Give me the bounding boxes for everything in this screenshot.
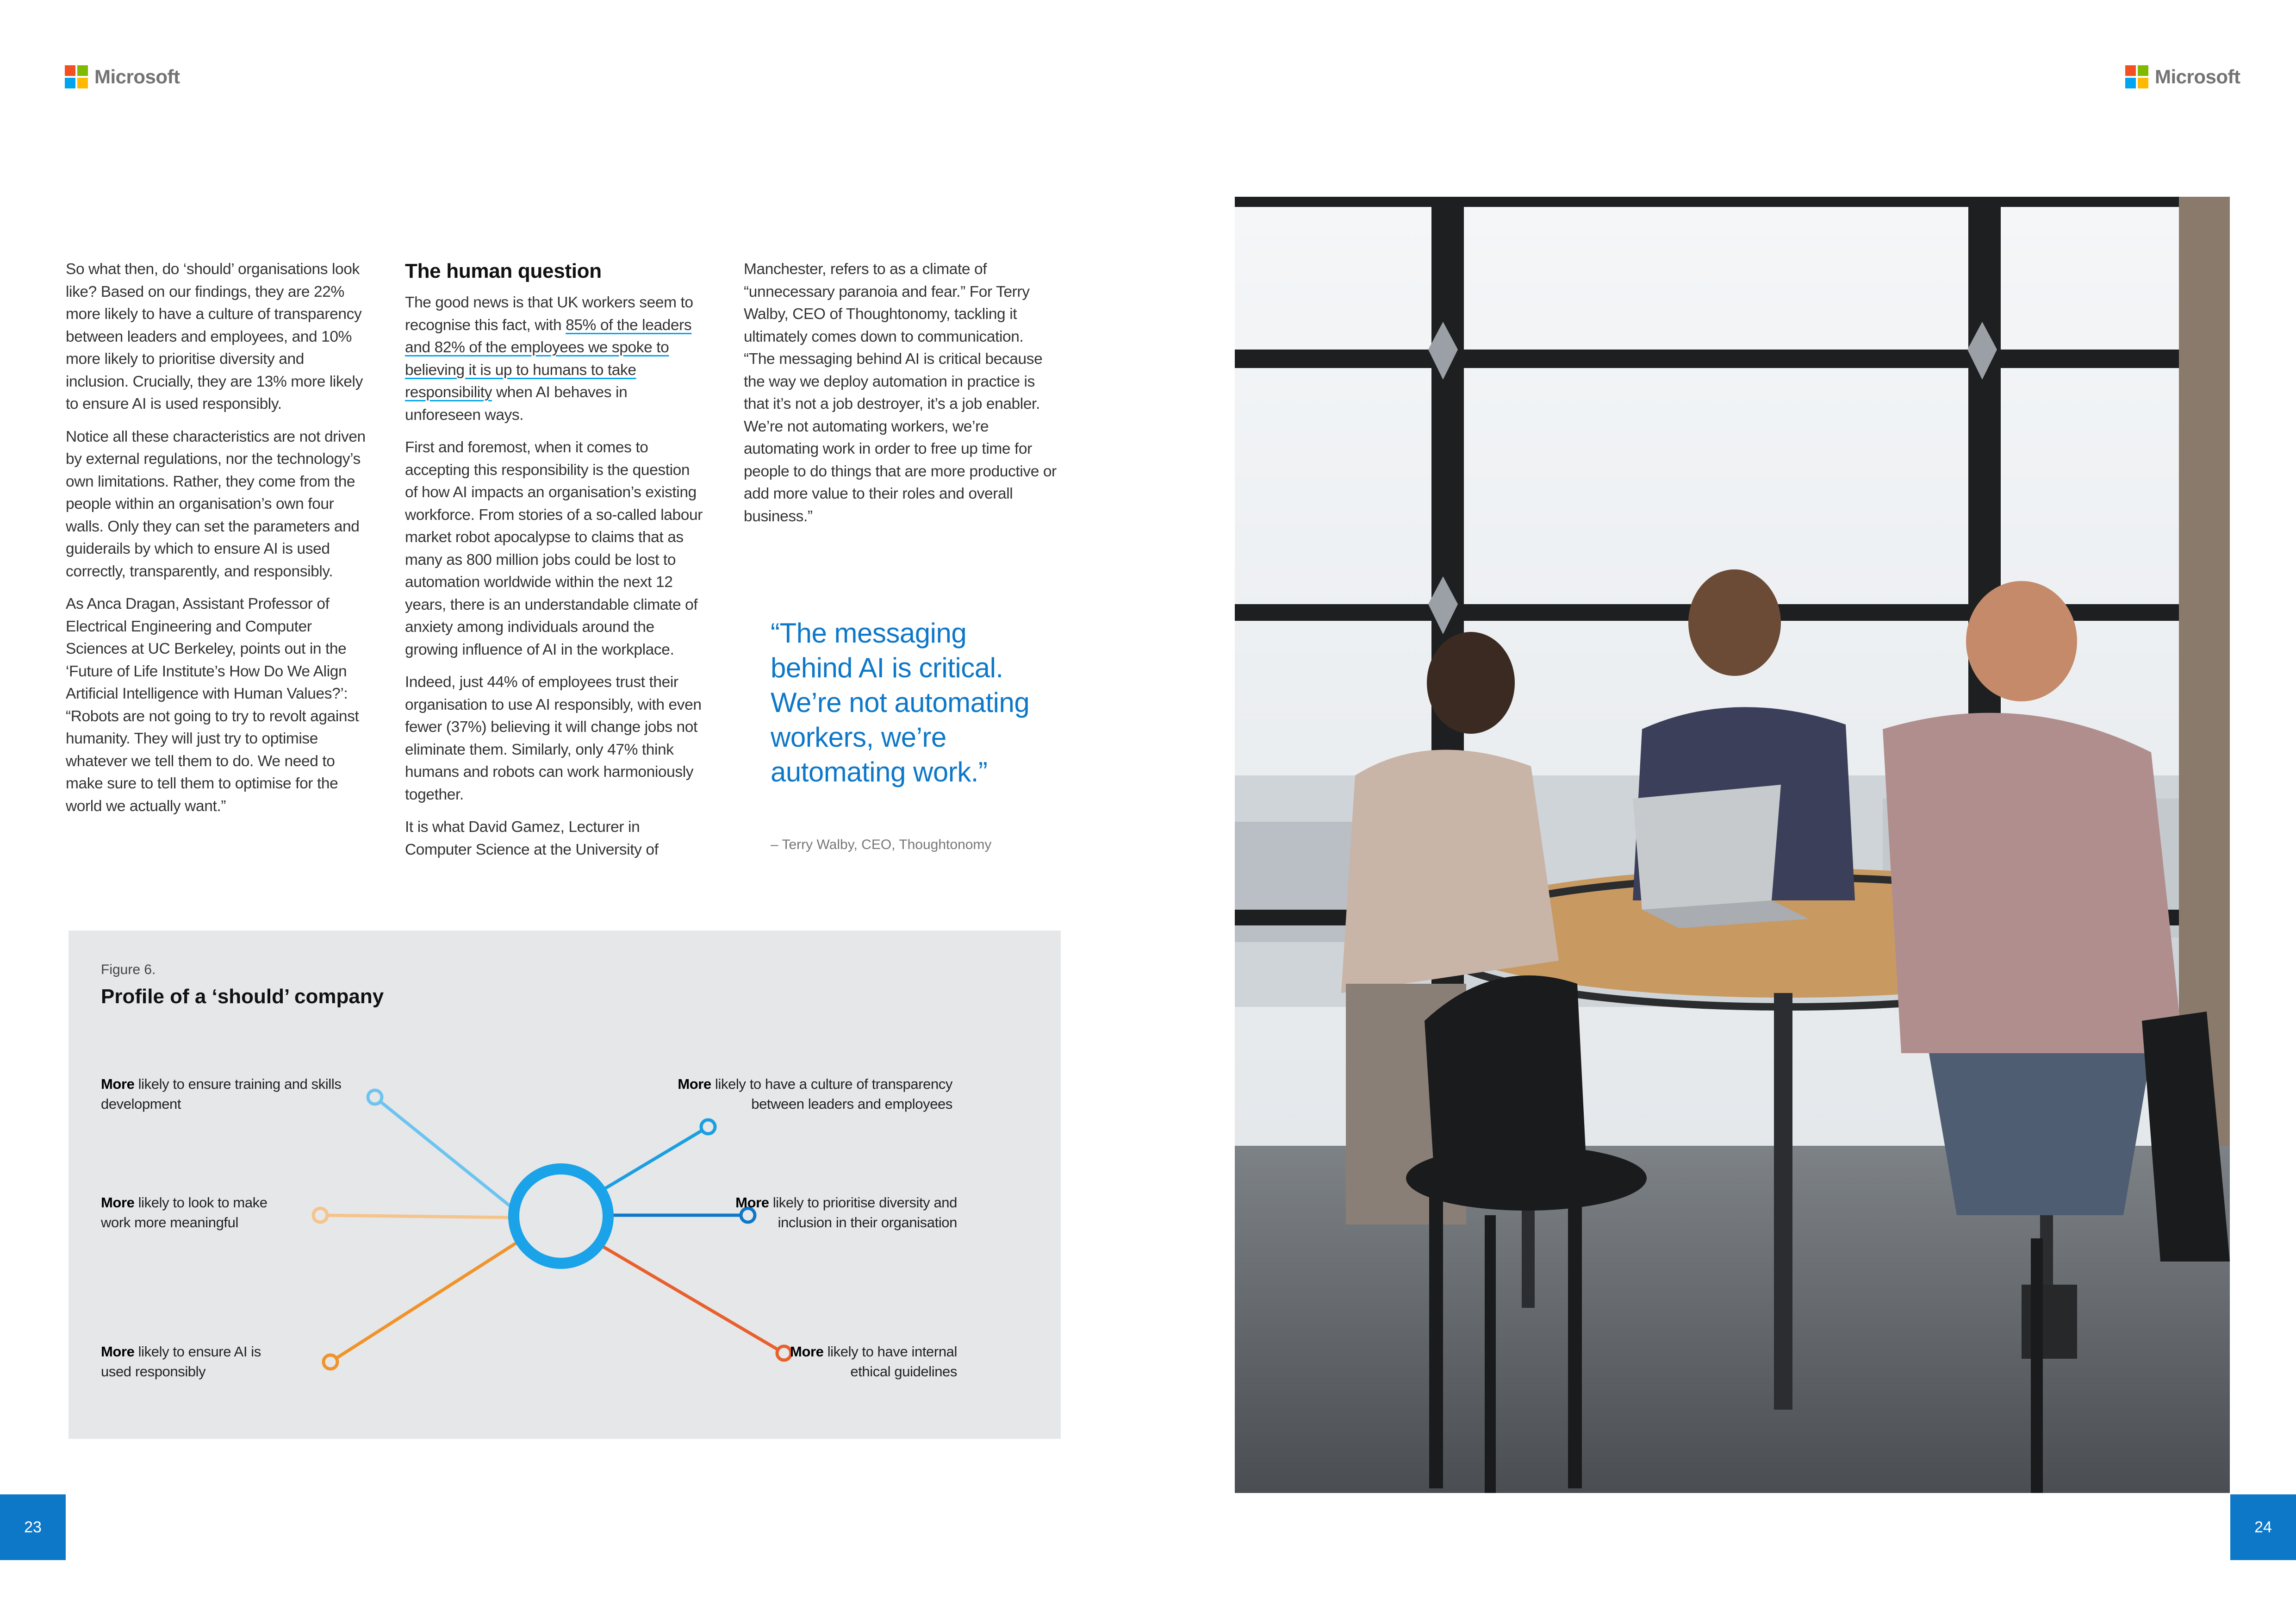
microsoft-logo-icon — [2125, 65, 2148, 88]
text-column-2 — [405, 258, 706, 871]
paragraph: The good news is that UK workers seem to recognise this fact, with 85% of the leaders and 82% of the employees we spoke to believing it is up to humans to take responsibility when AI behaves in unforeseen ways. — [405, 294, 693, 424]
paragraph: Manchester, refers to as a climate of “unnecessary paranoia and fear.” For Terry Walby, CEO of Thoughtonomy, tackling it ultimately comes down to communication. “The messaging behind AI is critical because the way we deploy automation in practice is that it’s not a job destroyer, it’s a job enabler. We’re not automating workers, we’re automating work in order to free up time for people to do things that are more productive or add more value to their roles and overall business.” — [744, 261, 1057, 525]
spoke-training — [375, 1097, 513, 1208]
microsoft-logo-right — [2125, 65, 2240, 89]
spoke-meaningful — [320, 1215, 513, 1218]
logo-wordmark: Microsoft — [2155, 66, 2240, 87]
page-number-right: 24 — [2230, 1494, 2296, 1560]
figure-kicker: Figure 6. — [101, 962, 156, 977]
spoke-ethics — [601, 1245, 784, 1353]
figure-label-training: More likely to ensure training and skills development — [101, 1076, 342, 1112]
figure-label-transparency: More likely to have a culture of transparency between leaders and employees — [678, 1076, 952, 1112]
paragraph: So what then, do ‘should’ organisations look like? Based on our findings, they are 22% more likely to have a culture of transparency between leaders and employees, and 10% more likely to prioritise diversity and inclusion. Crucially, they are 13% more likely to ensure AI is used responsibly. — [66, 261, 363, 412]
paragraph: Indeed, just 44% of employees trust their organisation to use AI responsibly, with even fewer (37%) believing it will change jobs not eliminate them. Similarly, only 47% think humans and robots can work harmoniously together. — [405, 674, 702, 803]
section-heading: The human question — [405, 260, 602, 282]
text-column-3 — [744, 258, 1058, 538]
figure-label-diversity: More likely to prioritise diversity and inclusion in their organisation — [735, 1194, 957, 1230]
figure-label-ethics: More likely to have internal ethical guidelines — [790, 1343, 957, 1380]
spoke-transparency — [595, 1127, 708, 1194]
paragraph: First and foremost, when it comes to accepting this responsibility is the question of how AI impacts an organisation’s existing workforce. From stories of a so-called labour market robot apocalypse to claims that as many as 800 million jobs could be lost to automation worldwide within the next 12 years, there is an understandable climate of anxiety among individuals around the growing influence of AI in the workplace. — [405, 439, 703, 658]
node-meaningful — [313, 1208, 327, 1222]
microsoft-logo-left — [65, 65, 180, 89]
logo-wordmark: Microsoft — [94, 66, 180, 87]
node-transparency — [701, 1120, 715, 1134]
office-meeting-photo — [1235, 197, 2230, 1493]
photo-illustration — [1235, 197, 2230, 1493]
spoke-responsible — [330, 1242, 518, 1362]
figure-label-meaningful: More likely to look to make work more meaningful — [101, 1194, 268, 1230]
pull-quote: “The messaging behind AI is critical. We’re not automating workers, we’re automating work.” — [771, 618, 1030, 787]
quote-attribution: – Terry Walby, CEO, Thoughtonomy — [771, 837, 992, 852]
figure-panel — [68, 931, 1061, 1439]
figure-label-responsible: More likely to ensure AI is used responsibly — [101, 1343, 261, 1380]
hub-ring — [514, 1169, 608, 1263]
microsoft-logo-icon — [65, 65, 88, 88]
node-responsible — [324, 1355, 337, 1369]
paragraph: It is what David Gamez, Lecturer in Computer Science at the University of — [405, 818, 659, 858]
source-link[interactable]: 85% of the leaders and 82% of the employees we spoke to believing it is up to humans to take responsibility — [405, 316, 692, 401]
paragraph: As Anca Dragan, Assistant Professor of Electrical Engineering and Computer Sciences at UC Berkeley, points out in the ‘Future of Life Institute’s How Do We Align Artificial Intelligence with Human Values?’: “Robots are not going to try to revolt against humanity. They will just try to optimise whatever we tell them to do. We need to make sure to tell them to optimise for the world we actually want.” — [66, 595, 359, 815]
page-number-left: 23 — [0, 1494, 66, 1560]
paragraph: Notice all these characteristics are not driven by external regulations, nor the technology’s own limitations. Rather, they come from the people within an organisation’s own four walls. Only they can set the parameters and guiderails by which to ensure AI is used correctly, transparently, and responsibly. — [66, 428, 366, 580]
figure-title: Profile of a ‘should’ company — [101, 985, 384, 1008]
text-column-1 — [66, 258, 367, 828]
